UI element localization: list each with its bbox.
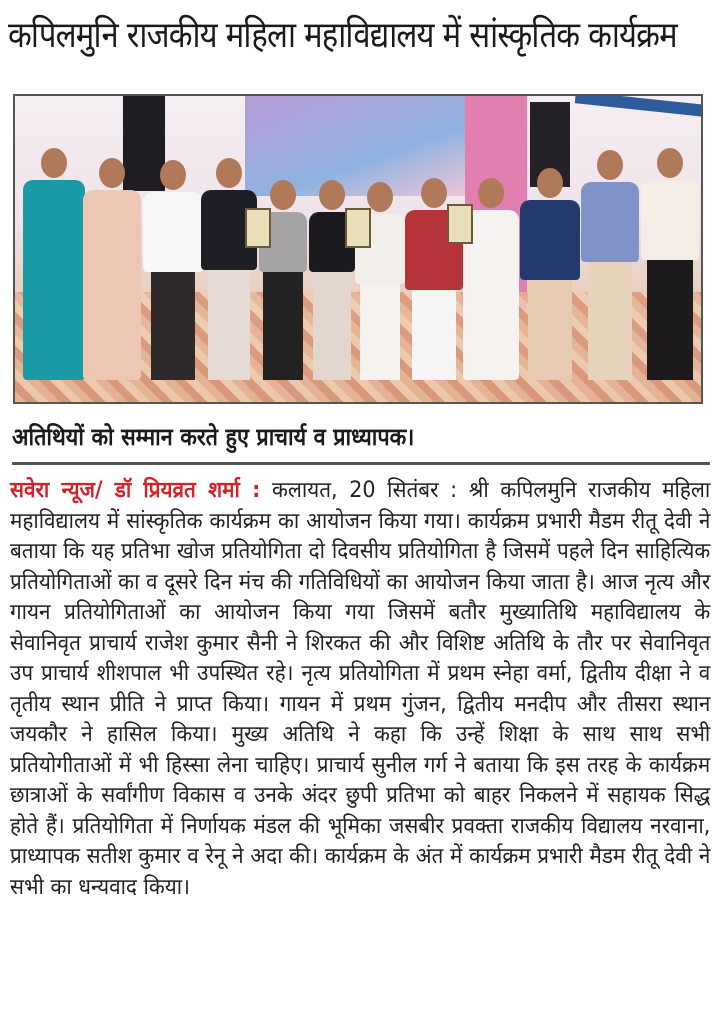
award-plaque	[345, 208, 371, 248]
byline: सवेरा न्यूज/ डॉ प्रियव्रत शर्मा :	[10, 478, 261, 503]
tent-stripe	[575, 94, 703, 117]
person	[23, 148, 85, 380]
person	[581, 150, 639, 380]
person	[641, 148, 699, 380]
article-body	[10, 476, 710, 903]
article-text: श्री कपिलमुनि राजकीय महिला महाविद्यालय में सांस्कृतिक कार्यक्रम का आयोजन किया गया। कार्यक्रम प्रभारी मैडम रीतू देवी ने बताया कि यह प्रतिभा खोज प्रतियोगिता दो दिवसीय प्रतियोगिता है जिसमें पहले दिन साहित्यिक प्रतियोगिताओं का व दूसरे दिन मंच की गतिविधियों का आयोजन किया जाता है। आज नृत्य और गायन प्रतियोगिताओं का आयोजन किया गया जिसमें बतौर मुख्यातिथि महाविद्यालय के सेवानिवृत प्राचार्य राजेश कुमार सैनी ने शिरकत की और विशिष्ट अतिथि के तौर पर सेवानिवृत उप प्राचार्य शीशपाल भी उपस्थित रहे। नृत्य प्रतियोगिता में प्रथम स्नेहा वर्मा, द्वितीय दीक्षा ने व तृतीय स्थान प्रीति ने प्राप्त किया। गायन में प्रथम गुंजन, द्वितीय मनदीप और तीसरा स्थान जयकौर ने हासिल किया। मुख्य अतिथि ने कहा कि उन्हें शिक्षा के साथ साथ सभी प्रतियोगीताओं में भी हिस्सा लेना चाहिए। प्राचार्य सुनील गर्ग ने बताया कि इस तरह के कार्यक्रम छात्राओं के सर्वांगीण विकास व उनके अंदर छुपी प्रतिभा को बाहर निकलने में सहायक सिद्ध होते हैं। प्रतियोगिता में निर्णायक मंडल की भूमिका जसबीर प्रवक्ता राजकीय विद्यालय नरवाना, प्राध्यापक सतीश कुमार व रेनू ने अदा की। कार्यक्रम के अंत में कार्यक्रम प्रभारी मैडम रीतू देवी ने सभी का धन्यवाद किया।	[10, 478, 711, 900]
person	[143, 160, 203, 380]
person	[83, 158, 141, 380]
headline: कपिलमुनि राजकीय महिला महाविद्यालय में सांस्कृतिक कार्यक्रम	[8, 15, 677, 56]
person	[520, 168, 580, 380]
news-photo	[13, 94, 703, 404]
award-plaque	[245, 208, 271, 248]
award-plaque	[447, 204, 473, 244]
photo-caption: अतिथियों को सम्मान करते हुए प्राचार्य व प्राध्यापक।	[12, 423, 415, 451]
person	[201, 158, 257, 380]
dateline: कलायत, 20 सितंबर :	[271, 478, 458, 503]
divider	[12, 462, 710, 465]
